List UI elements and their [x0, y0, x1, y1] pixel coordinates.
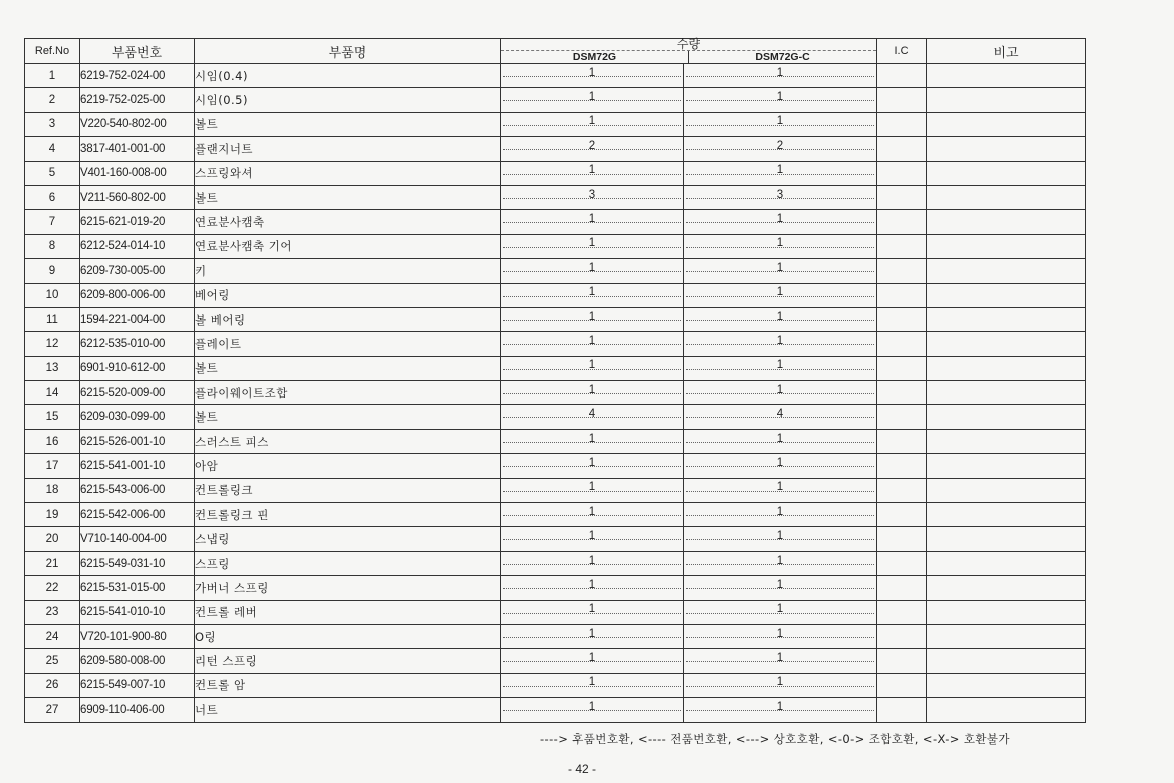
table-row	[25, 405, 1086, 429]
quantity-value: 1	[588, 627, 596, 640]
ref-no-cell: 23	[25, 600, 80, 624]
part-number-cell: 6215-549-007-10	[80, 673, 195, 697]
part-name-cell: 볼트	[195, 112, 501, 136]
qty-model-b-cell	[684, 88, 877, 112]
part-number-cell: 6212-524-014-10	[80, 234, 195, 258]
table-row	[25, 234, 1086, 258]
table-row	[25, 527, 1086, 551]
table-row	[25, 161, 1086, 185]
qty-model-b-cell	[684, 381, 877, 405]
ref-no-cell: 11	[25, 307, 80, 331]
remarks-cell	[927, 454, 1086, 478]
qty-model-a-cell	[501, 551, 684, 575]
ref-no-cell: 12	[25, 332, 80, 356]
ic-cell	[877, 503, 927, 527]
ic-cell	[877, 185, 927, 209]
remarks-cell	[927, 551, 1086, 575]
part-name-cell: 연료분사캠축 기어	[195, 234, 501, 258]
quantity-value: 1	[776, 286, 784, 299]
quantity-value: 2	[588, 139, 596, 152]
qty-model-b-cell	[684, 527, 877, 551]
qty-model-b-cell	[684, 64, 877, 88]
qty-model-b-cell	[684, 624, 877, 648]
qty-model-b-cell	[684, 356, 877, 380]
part-name-cell: 플레이트	[195, 332, 501, 356]
ic-cell	[877, 283, 927, 307]
table-row	[25, 576, 1086, 600]
quantity-value: 1	[776, 334, 784, 347]
remarks-cell	[927, 478, 1086, 502]
qty-model-a-cell	[501, 283, 684, 307]
table-row	[25, 698, 1086, 722]
qty-model-b-cell	[684, 478, 877, 502]
quantity-value: 1	[776, 700, 784, 713]
ic-cell	[877, 137, 927, 161]
table-row	[25, 356, 1086, 380]
quantity-value: 4	[588, 408, 596, 421]
ref-no-cell: 22	[25, 576, 80, 600]
quantity-value: 1	[588, 213, 596, 226]
quantity-value: 1	[776, 530, 784, 543]
table-row	[25, 283, 1086, 307]
part-number-cell: 3817-401-001-00	[80, 137, 195, 161]
quantity-value: 1	[776, 213, 784, 226]
part-number-cell: 6212-535-010-00	[80, 332, 195, 356]
qty-model-a-cell	[501, 185, 684, 209]
quantity-value: 1	[588, 554, 596, 567]
qty-model-a-cell	[501, 112, 684, 136]
table-row	[25, 64, 1086, 88]
part-name-cell: 볼트	[195, 405, 501, 429]
quantity-value: 1	[588, 578, 596, 591]
qty-model-a-cell	[501, 454, 684, 478]
qty-model-a-cell	[501, 234, 684, 258]
quantity-value: 1	[588, 310, 596, 323]
quantity-value: 1	[588, 237, 596, 250]
interchangeability-legend: ----> 후품번호환, <---- 전품번호환, <---> 상호호환, <-0-> 조합호환, <-X-> 호환불가	[540, 732, 1010, 746]
remarks-cell	[927, 405, 1086, 429]
quantity-value: 1	[588, 261, 596, 274]
ic-cell	[877, 600, 927, 624]
part-number-cell: 6215-621-019-20	[80, 210, 195, 234]
qty-model-a-cell	[501, 673, 684, 697]
remarks-cell	[927, 210, 1086, 234]
part-number-cell: V211-560-802-00	[80, 185, 195, 209]
ref-no-cell: 5	[25, 161, 80, 185]
part-number-cell: 6209-730-005-00	[80, 259, 195, 283]
quantity-value: 1	[588, 164, 596, 177]
part-number-cell: 6215-549-031-10	[80, 551, 195, 575]
quantity-value: 1	[776, 603, 784, 616]
ic-cell	[877, 527, 927, 551]
ref-no-cell: 8	[25, 234, 80, 258]
table-row	[25, 307, 1086, 331]
quantity-value: 1	[588, 91, 596, 104]
ic-cell	[877, 649, 927, 673]
table-row	[25, 454, 1086, 478]
remarks-cell	[927, 161, 1086, 185]
ic-cell	[877, 551, 927, 575]
part-number-cell: V710-140-004-00	[80, 527, 195, 551]
header-ic: I.C	[877, 39, 927, 64]
quantity-value: 1	[776, 578, 784, 591]
qty-model-b-cell	[684, 405, 877, 429]
quantity-value: 1	[776, 505, 784, 518]
remarks-cell	[927, 576, 1086, 600]
quantity-value: 3	[776, 188, 784, 201]
quantity-value: 1	[588, 505, 596, 518]
ic-cell	[877, 234, 927, 258]
quantity-value: 2	[776, 139, 784, 152]
qty-model-a-cell	[501, 210, 684, 234]
ic-cell	[877, 332, 927, 356]
qty-model-b-cell	[684, 503, 877, 527]
part-number-cell: 6215-542-006-00	[80, 503, 195, 527]
remarks-cell	[927, 381, 1086, 405]
remarks-cell	[927, 307, 1086, 331]
qty-model-b-cell	[684, 698, 877, 722]
part-name-cell: 너트	[195, 698, 501, 722]
qty-model-a-cell	[501, 64, 684, 88]
quantity-value: 1	[776, 432, 784, 445]
qty-model-a-cell	[501, 527, 684, 551]
qty-model-a-cell	[501, 332, 684, 356]
ic-cell	[877, 624, 927, 648]
quantity-value: 1	[588, 481, 596, 494]
header-part-number: 부품번호	[80, 39, 195, 64]
header-quantity-label: 수량	[501, 39, 876, 51]
quantity-value: 3	[588, 188, 596, 201]
part-number-cell: 6219-752-024-00	[80, 64, 195, 88]
qty-model-b-cell	[684, 429, 877, 453]
qty-model-a-cell	[501, 600, 684, 624]
quantity-value: 1	[588, 432, 596, 445]
table-row	[25, 600, 1086, 624]
part-number-cell: 6215-543-006-00	[80, 478, 195, 502]
part-name-cell: 컨트롤 레버	[195, 600, 501, 624]
qty-model-a-cell	[501, 478, 684, 502]
part-number-cell: 6215-526-001-10	[80, 429, 195, 453]
part-name-cell: 아암	[195, 454, 501, 478]
part-name-cell: 베어링	[195, 283, 501, 307]
remarks-cell	[927, 527, 1086, 551]
remarks-cell	[927, 429, 1086, 453]
qty-model-b-cell	[684, 161, 877, 185]
table-row	[25, 88, 1086, 112]
part-number-cell: 6215-541-010-10	[80, 600, 195, 624]
ic-cell	[877, 429, 927, 453]
table-row	[25, 503, 1086, 527]
ref-no-cell: 7	[25, 210, 80, 234]
remarks-cell	[927, 698, 1086, 722]
quantity-value: 1	[588, 603, 596, 616]
ref-no-cell: 25	[25, 649, 80, 673]
ic-cell	[877, 112, 927, 136]
qty-model-a-cell	[501, 503, 684, 527]
part-name-cell: 컨트롤 암	[195, 673, 501, 697]
page-number: - 42 -	[568, 762, 597, 776]
quantity-value: 1	[776, 359, 784, 372]
quantity-value: 1	[776, 237, 784, 250]
table-row	[25, 429, 1086, 453]
table-row	[25, 210, 1086, 234]
remarks-cell	[927, 332, 1086, 356]
part-number-cell: V220-540-802-00	[80, 112, 195, 136]
qty-model-b-cell	[684, 137, 877, 161]
quantity-value: 1	[776, 652, 784, 665]
qty-model-b-cell	[684, 551, 877, 575]
ic-cell	[877, 307, 927, 331]
quantity-value: 1	[588, 700, 596, 713]
part-number-cell: V720-101-900-80	[80, 624, 195, 648]
quantity-value: 1	[588, 115, 596, 128]
qty-model-b-cell	[684, 307, 877, 331]
table-row	[25, 332, 1086, 356]
part-name-cell: 스프링와셔	[195, 161, 501, 185]
table-row	[25, 624, 1086, 648]
remarks-cell	[927, 259, 1086, 283]
quantity-value: 1	[776, 310, 784, 323]
part-name-cell: 컨트롤링크 핀	[195, 503, 501, 527]
qty-model-b-cell	[684, 600, 877, 624]
part-name-cell: 리턴 스프링	[195, 649, 501, 673]
part-number-cell: 6209-030-099-00	[80, 405, 195, 429]
ic-cell	[877, 673, 927, 697]
ref-no-cell: 10	[25, 283, 80, 307]
quantity-value: 1	[588, 530, 596, 543]
quantity-value: 1	[776, 456, 784, 469]
quantity-value: 1	[776, 164, 784, 177]
remarks-cell	[927, 356, 1086, 380]
part-number-cell: 6901-910-612-00	[80, 356, 195, 380]
ref-no-cell: 20	[25, 527, 80, 551]
qty-model-b-cell	[684, 210, 877, 234]
ref-no-cell: 1	[25, 64, 80, 88]
part-name-cell: 시임(0.4)	[195, 64, 501, 88]
quantity-value: 1	[588, 383, 596, 396]
part-number-cell: V401-160-008-00	[80, 161, 195, 185]
ic-cell	[877, 210, 927, 234]
ic-cell	[877, 405, 927, 429]
remarks-cell	[927, 137, 1086, 161]
ref-no-cell: 16	[25, 429, 80, 453]
ic-cell	[877, 576, 927, 600]
quantity-value: 1	[588, 334, 596, 347]
ic-cell	[877, 64, 927, 88]
quantity-value: 1	[776, 261, 784, 274]
parts-table	[24, 38, 1086, 723]
part-name-cell: 플랜지너트	[195, 137, 501, 161]
ic-cell	[877, 88, 927, 112]
qty-model-a-cell	[501, 137, 684, 161]
ref-no-cell: 15	[25, 405, 80, 429]
qty-model-b-cell	[684, 673, 877, 697]
ic-cell	[877, 454, 927, 478]
qty-model-b-cell	[684, 454, 877, 478]
table-row	[25, 673, 1086, 697]
part-name-cell: 볼트	[195, 185, 501, 209]
qty-model-b-cell	[684, 649, 877, 673]
ic-cell	[877, 478, 927, 502]
part-name-cell: 플라이웨이트조합	[195, 381, 501, 405]
table-row	[25, 649, 1086, 673]
quantity-value: 1	[588, 456, 596, 469]
header-ref-no: Ref.No	[25, 39, 80, 64]
part-number-cell: 6909-110-406-00	[80, 698, 195, 722]
qty-model-a-cell	[501, 88, 684, 112]
part-number-cell: 6209-580-008-00	[80, 649, 195, 673]
header-remarks: 비고	[927, 39, 1086, 64]
quantity-value: 1	[588, 652, 596, 665]
part-name-cell: O링	[195, 624, 501, 648]
ic-cell	[877, 698, 927, 722]
header-quantity	[501, 39, 877, 64]
remarks-cell	[927, 112, 1086, 136]
ref-no-cell: 24	[25, 624, 80, 648]
part-number-cell: 1594-221-004-00	[80, 307, 195, 331]
qty-model-a-cell	[501, 259, 684, 283]
part-name-cell: 키	[195, 259, 501, 283]
table-row	[25, 381, 1086, 405]
ref-no-cell: 13	[25, 356, 80, 380]
quantity-value: 1	[588, 359, 596, 372]
qty-model-b-cell	[684, 112, 877, 136]
ref-no-cell: 6	[25, 185, 80, 209]
ref-no-cell: 19	[25, 503, 80, 527]
table-row	[25, 112, 1086, 136]
quantity-value: 1	[588, 676, 596, 689]
table-body	[25, 64, 1086, 723]
qty-model-a-cell	[501, 307, 684, 331]
header-part-name: 부품명	[195, 39, 501, 64]
qty-model-a-cell	[501, 698, 684, 722]
part-name-cell: 스냅링	[195, 527, 501, 551]
ref-no-cell: 9	[25, 259, 80, 283]
qty-model-a-cell	[501, 356, 684, 380]
part-name-cell: 스러스트 피스	[195, 429, 501, 453]
qty-model-a-cell	[501, 405, 684, 429]
qty-model-a-cell	[501, 429, 684, 453]
header-model-b: DSM72G-C	[755, 51, 810, 63]
part-number-cell: 6215-541-001-10	[80, 454, 195, 478]
qty-model-b-cell	[684, 234, 877, 258]
quantity-value: 1	[776, 554, 784, 567]
quantity-value: 1	[776, 66, 784, 79]
ic-cell	[877, 259, 927, 283]
part-number-cell: 6219-752-025-00	[80, 88, 195, 112]
part-name-cell: 볼 베어링	[195, 307, 501, 331]
ic-cell	[877, 381, 927, 405]
part-name-cell: 볼트	[195, 356, 501, 380]
ref-no-cell: 18	[25, 478, 80, 502]
table-row	[25, 259, 1086, 283]
ref-no-cell: 14	[25, 381, 80, 405]
qty-model-a-cell	[501, 624, 684, 648]
ic-cell	[877, 161, 927, 185]
qty-model-a-cell	[501, 161, 684, 185]
quantity-value: 1	[776, 481, 784, 494]
ref-no-cell: 21	[25, 551, 80, 575]
ref-no-cell: 4	[25, 137, 80, 161]
quantity-value: 1	[588, 66, 596, 79]
ref-no-cell: 3	[25, 112, 80, 136]
qty-model-a-cell	[501, 381, 684, 405]
table-row	[25, 137, 1086, 161]
qty-model-b-cell	[684, 576, 877, 600]
remarks-cell	[927, 673, 1086, 697]
remarks-cell	[927, 185, 1086, 209]
quantity-value: 1	[588, 286, 596, 299]
qty-model-a-cell	[501, 649, 684, 673]
part-name-cell: 컨트롤링크	[195, 478, 501, 502]
qty-model-a-cell	[501, 576, 684, 600]
part-number-cell: 6215-531-015-00	[80, 576, 195, 600]
qty-model-b-cell	[684, 259, 877, 283]
quantity-value: 1	[776, 627, 784, 640]
table-row	[25, 478, 1086, 502]
remarks-cell	[927, 503, 1086, 527]
quantity-value: 1	[776, 676, 784, 689]
ref-no-cell: 2	[25, 88, 80, 112]
remarks-cell	[927, 88, 1086, 112]
part-name-cell: 연료분사캠축	[195, 210, 501, 234]
qty-model-b-cell	[684, 185, 877, 209]
part-name-cell: 가버너 스프링	[195, 576, 501, 600]
ref-no-cell: 17	[25, 454, 80, 478]
qty-model-b-cell	[684, 283, 877, 307]
part-number-cell: 6215-520-009-00	[80, 381, 195, 405]
remarks-cell	[927, 624, 1086, 648]
quantity-value: 4	[776, 408, 784, 421]
ic-cell	[877, 356, 927, 380]
quantity-value: 1	[776, 91, 784, 104]
part-name-cell: 스프링	[195, 551, 501, 575]
qty-model-b-cell	[684, 332, 877, 356]
header-model-a: DSM72G	[501, 51, 689, 63]
part-number-cell: 6209-800-006-00	[80, 283, 195, 307]
table-row	[25, 551, 1086, 575]
remarks-cell	[927, 600, 1086, 624]
remarks-cell	[927, 234, 1086, 258]
remarks-cell	[927, 283, 1086, 307]
quantity-value: 1	[776, 115, 784, 128]
part-name-cell: 시임(0.5)	[195, 88, 501, 112]
ref-no-cell: 26	[25, 673, 80, 697]
remarks-cell	[927, 649, 1086, 673]
ref-no-cell: 27	[25, 698, 80, 722]
table-header	[25, 39, 1086, 64]
remarks-cell	[927, 64, 1086, 88]
table-row	[25, 185, 1086, 209]
quantity-value: 1	[776, 383, 784, 396]
